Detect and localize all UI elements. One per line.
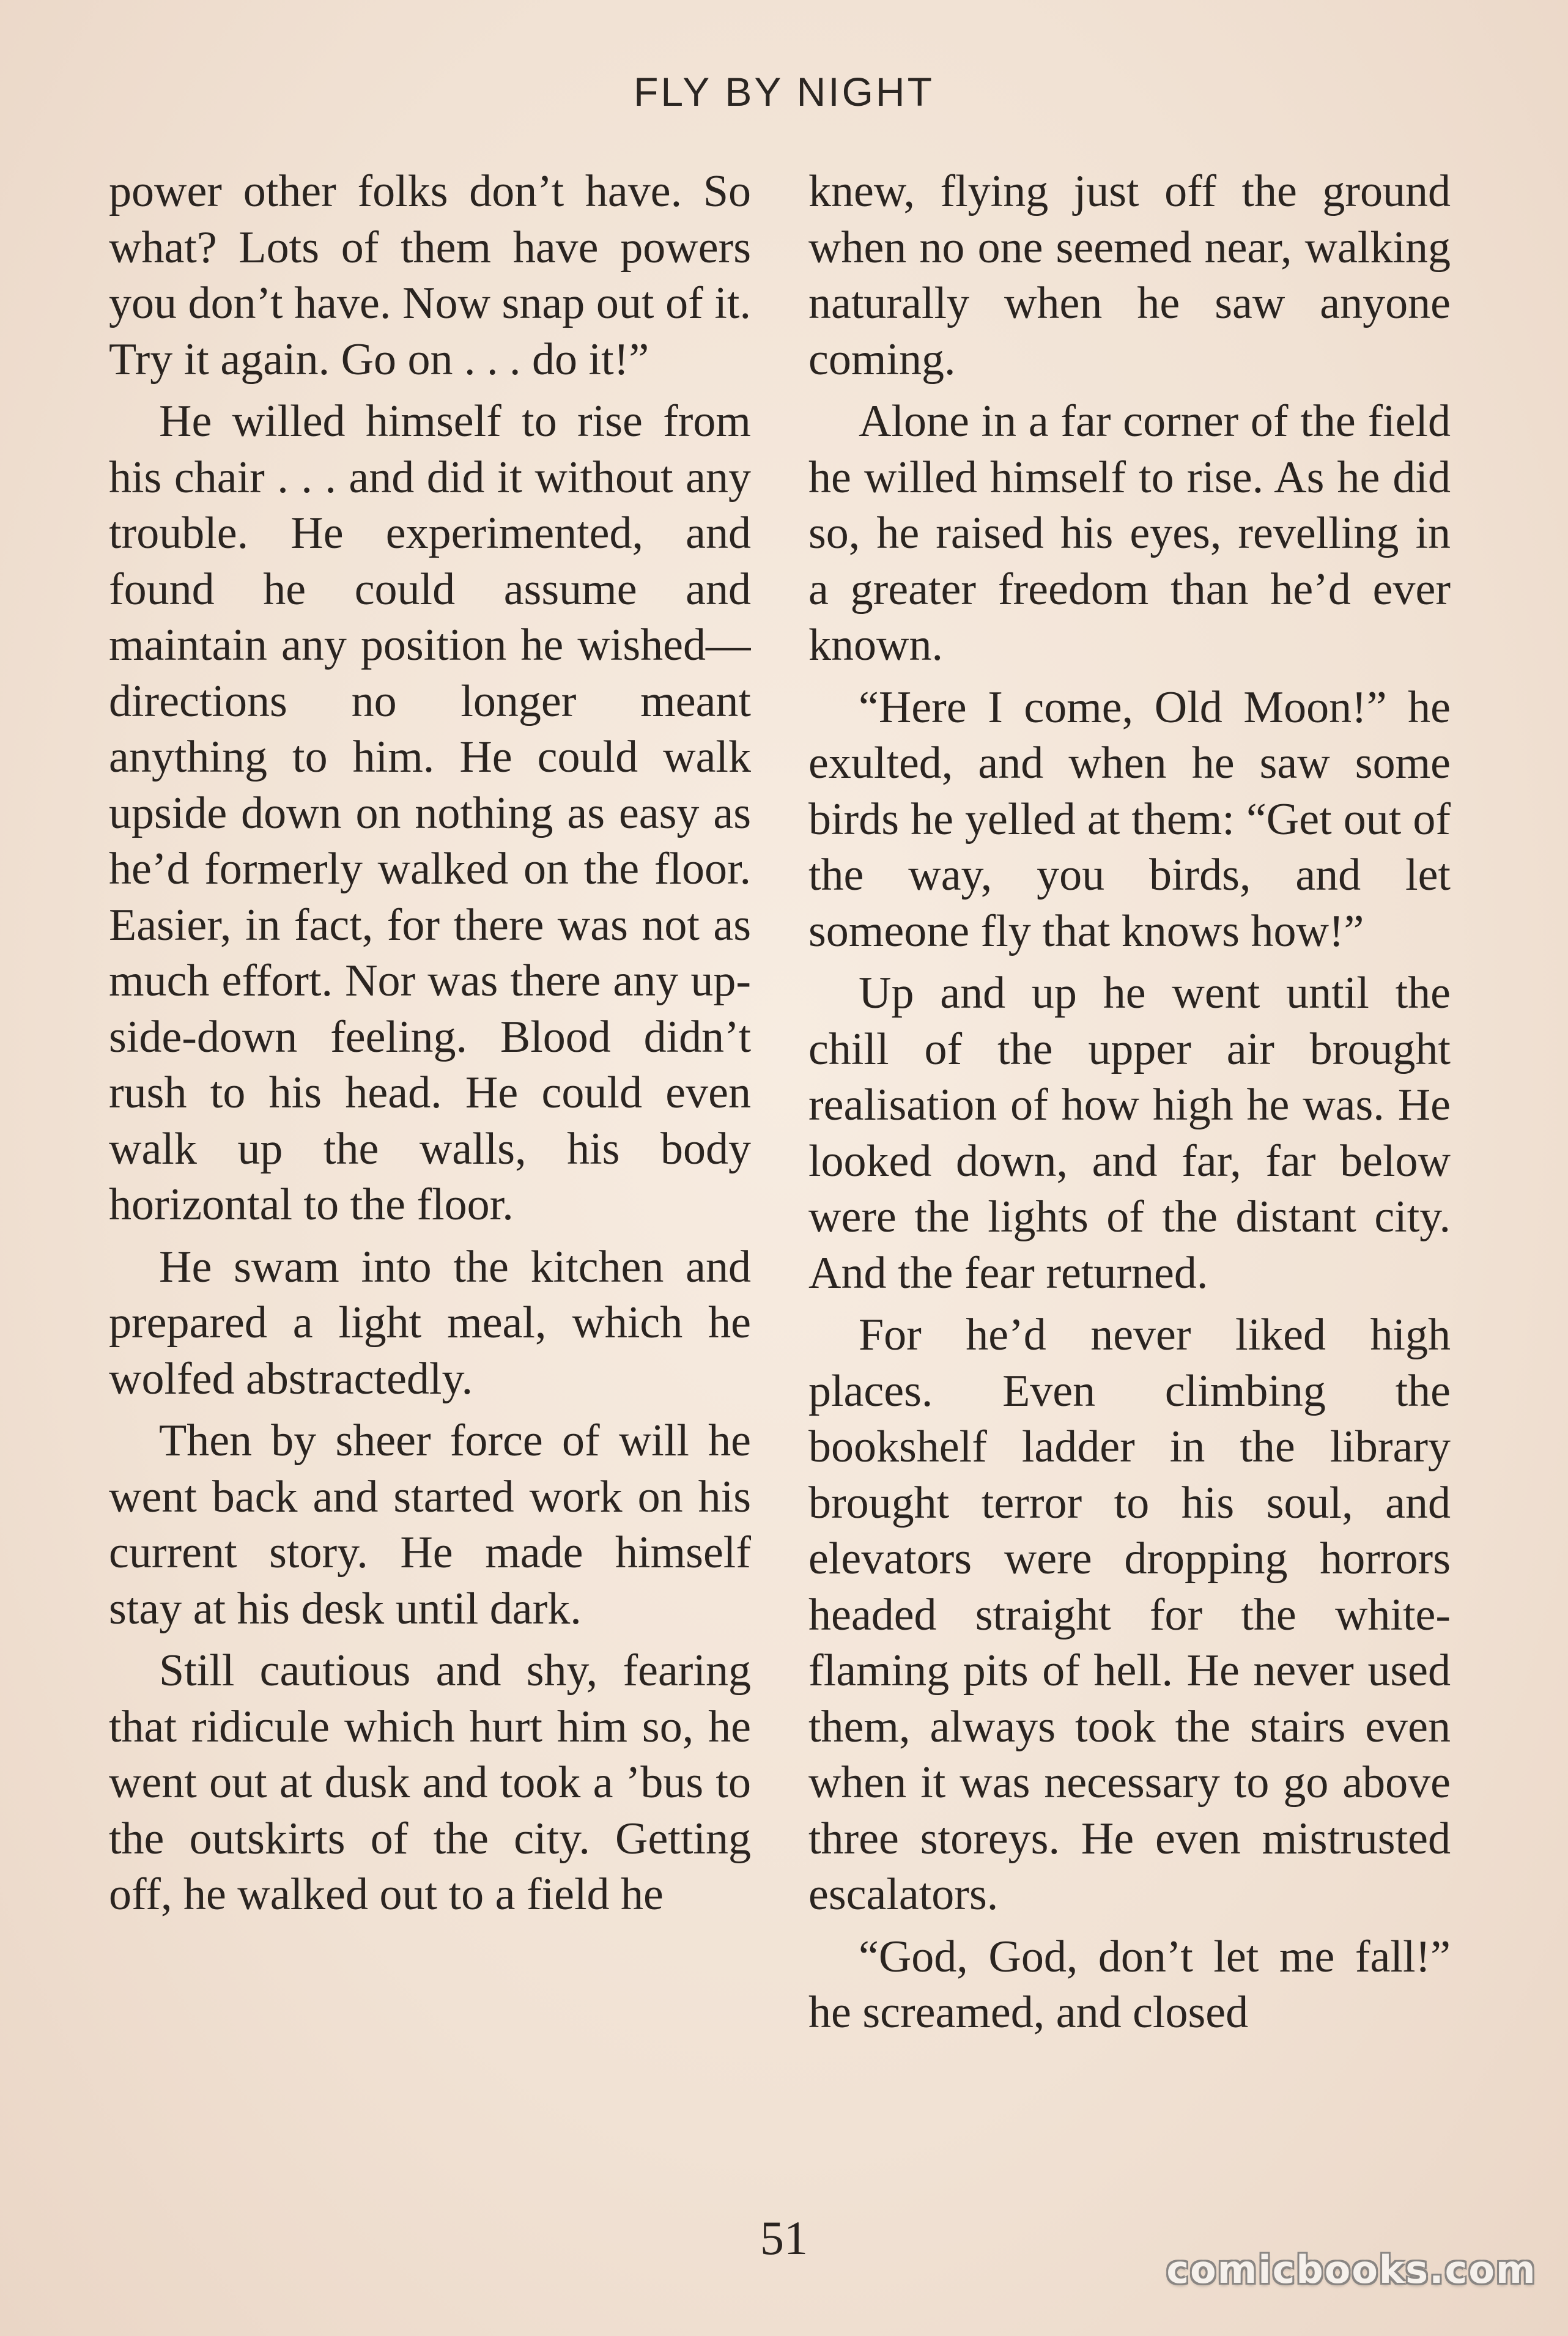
paragraph-left-5: Still cautious and shy, fearing that ridicule which hurt him so, he went out at dusk and took a ’bus to the outskirts of the city. Getting off, he walked out to a field he (109, 1646, 751, 1920)
right-column (808, 164, 1451, 2164)
paragraph-right-3: “Here I come, Old Moon!” he exulted, and when he saw some birds he yelled at them: “Get out of the way, you birds, and let someone fly that knows how!” (808, 682, 1451, 956)
running-head: FLY BY NIGHT (634, 69, 934, 114)
paragraph-right-6: “God, God, don’t let me fall!” he screamed, and closed (808, 1931, 1451, 2038)
left-column (109, 164, 751, 2164)
paragraph-right-4: Up and up he went until the chill of the upper air brought realisation of how high he was. He looked down, and far, far below were the lights of the distant city. And the fear returned. (808, 968, 1451, 1298)
paragraph-left-3: He swam into the kitchen and prepared a light meal, which he wolfed abstractedly. (109, 1241, 751, 1404)
paragraph-right-5: For he’d never liked high places. Even climbing the bookshelf ladder in the library brought terror to his soul, and elevators were dropping horrors headed straight for the white-flaming pits of hell. He never used them, always took the stairs even when it was necessary to go above three storeys. He even mistrusted escalators. (808, 1310, 1451, 1920)
watermark-logo: comicbooks.com (1166, 2247, 1537, 2292)
page-number: 51 (760, 2211, 808, 2264)
paragraph-right-2: Alone in a far corner of the field he willed himself to rise. As he did so, he raised his eyes, revelling in a greater freedom than he’d ever known. (808, 396, 1451, 670)
paragraph-left-2: He willed himself to rise from his chair . . . and did it without any trouble. He experimented, and found he could assume and maintain any position he wished—directions no longer meant anything to him. He could walk upside down on nothing as easy as he’d formerly walked on the floor. Easier, in fact, for there was not as much effort. Nor was there any up-side-down feeling. Blood didn’t rush to his head. He could even walk up the walls, his body horizontal to the floor. (109, 396, 751, 1230)
paragraph-left-4: Then by sheer force of will he went back and started work on his current story. He made himself stay at his desk until dark. (109, 1416, 751, 1634)
paragraph-left-1: power other folks don’t have. So what? Lots of them have powers you don’t have. Now snap out of it. Try it again. Go on . . . do it!” (109, 166, 751, 385)
paragraph-right-1: knew, flying just off the ground when no one seemed near, walking naturally when he saw anyone coming. (808, 166, 1451, 385)
